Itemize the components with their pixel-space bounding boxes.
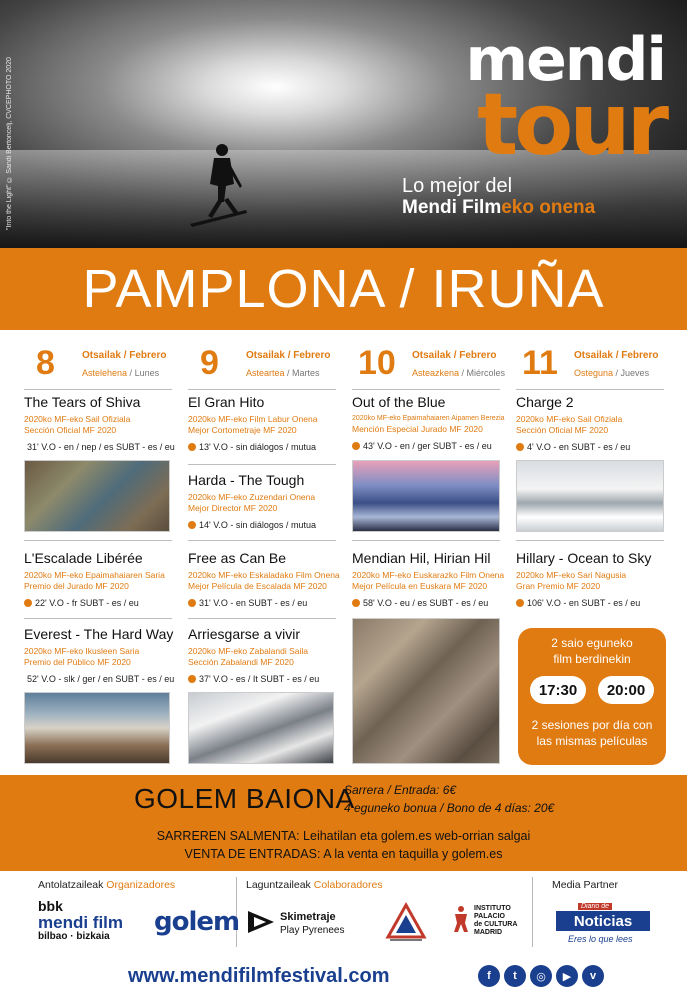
ticket-sales-es: VENTA DE ENTRADAS: A la venta en taquilla y golem.es bbox=[184, 847, 503, 861]
film-meta: 4' V.O - en SUBT - es / eu bbox=[516, 442, 666, 452]
tagline-white: Mendi Film bbox=[402, 197, 502, 218]
divider bbox=[188, 464, 336, 465]
photo-credit: "Into the Light" © Sandi Bertoncelj, CVCEPHOTO 2020 bbox=[6, 57, 13, 230]
film-award-es: Mejor Película en Euskara MF 2020 bbox=[352, 581, 488, 591]
film-award-es: Gran Premio MF 2020 bbox=[516, 581, 601, 591]
divider bbox=[516, 540, 664, 541]
film-award-es: Mejor Director MF 2020 bbox=[188, 503, 278, 513]
ticket-price: Sarrera / Entrada: 6€ bbox=[344, 783, 457, 797]
film-award-es: Sección Oficial MF 2020 bbox=[516, 425, 609, 435]
city-band bbox=[0, 248, 687, 330]
divider bbox=[24, 389, 172, 390]
youtube-icon[interactable]: ▶ bbox=[556, 965, 578, 987]
organizers-heading: Antolatzaileak Organizadores bbox=[38, 879, 176, 891]
clock-icon bbox=[188, 443, 196, 451]
film-card[interactable] bbox=[516, 394, 666, 452]
film-card[interactable] bbox=[24, 394, 174, 452]
day-header-4 bbox=[522, 340, 672, 384]
film-photo-climbers bbox=[352, 618, 500, 764]
film-award-es: Sección Oficial MF 2020 bbox=[24, 425, 117, 435]
vimeo-icon[interactable]: v bbox=[582, 965, 604, 987]
facebook-icon[interactable]: f bbox=[478, 965, 500, 987]
film-award-eu: 2020ko MF-eko Epaimahaiaren Saria bbox=[24, 570, 165, 580]
film-card[interactable] bbox=[188, 394, 338, 452]
film-award-eu: 2020ko MF-eko Sail Ofiziala bbox=[24, 414, 131, 424]
day-weekday: Astelehena / Lunes bbox=[82, 368, 160, 378]
sessions-line-2: film berdinekin bbox=[553, 652, 631, 666]
day-number: 10 bbox=[358, 344, 396, 382]
day-header-3 bbox=[358, 340, 508, 384]
film-award-es: Mención Especial Jurado MF 2020 bbox=[352, 424, 483, 434]
skier-silhouette bbox=[180, 140, 270, 230]
divider bbox=[532, 877, 533, 947]
play-icon bbox=[246, 907, 276, 937]
film-photo-everest bbox=[24, 692, 170, 764]
clock-icon bbox=[188, 599, 196, 607]
film-award-eu: 2020ko MF-eko Zuzendari Onena bbox=[188, 492, 316, 502]
divider bbox=[188, 540, 336, 541]
clock-icon bbox=[188, 675, 196, 683]
day-header-2 bbox=[200, 340, 340, 384]
federation-emblem-icon[interactable] bbox=[384, 901, 428, 945]
film-card[interactable] bbox=[188, 550, 338, 608]
film-photo-snowy-forest bbox=[516, 460, 664, 532]
clock-icon bbox=[352, 599, 360, 607]
collaborators-heading: Laguntzaileak Colaboradores bbox=[246, 879, 383, 891]
film-award-es: Sección Zabalandi MF 2020 bbox=[188, 657, 294, 667]
film-award-eu: 2020ko MF-eko Euskarazko Film Onena bbox=[352, 570, 505, 580]
film-meta: 14' V.O - sin diálogos / mutua bbox=[188, 520, 338, 530]
figure-icon bbox=[452, 905, 470, 933]
film-title: Arriesgarse a vivir bbox=[188, 626, 301, 642]
divider bbox=[352, 389, 500, 390]
film-title: Hillary - Ocean to Sky bbox=[516, 550, 652, 566]
instagram-icon[interactable]: ◎ bbox=[530, 965, 552, 987]
film-award-eu: 2020ko MF-eko Eskaladako Film Onena bbox=[188, 570, 340, 580]
venue-name: GOLEM BAIONA bbox=[134, 783, 355, 814]
footer bbox=[0, 955, 687, 1000]
film-meta: 58' V.O - eu / es SUBT - es / eu bbox=[352, 598, 502, 608]
film-award-es: Mejor Cortometraje MF 2020 bbox=[188, 425, 297, 435]
tagline-orange: eko onena bbox=[501, 197, 596, 218]
clock-icon bbox=[516, 443, 524, 451]
sessions-line-4: las mismas películas bbox=[536, 734, 648, 748]
city-title: PAMPLONA / IRUÑA bbox=[82, 259, 605, 319]
schedule bbox=[0, 330, 687, 775]
bbk-mendi-film-logo[interactable]: bbk mendi film bilbao · bizkaia bbox=[38, 898, 124, 942]
film-meta: 31' V.O - en SUBT - es / eu bbox=[188, 598, 338, 608]
film-title: El Gran Hito bbox=[188, 394, 265, 410]
film-title: Free as Can Be bbox=[188, 550, 287, 566]
day-header-1 bbox=[36, 340, 176, 384]
day-number: 8 bbox=[36, 344, 55, 382]
film-meta: 106' V.O - en SUBT - es / eu bbox=[516, 598, 666, 608]
day-number: 9 bbox=[200, 344, 219, 382]
film-title: Everest - The Hard Way bbox=[24, 626, 174, 642]
twitter-icon[interactable]: t bbox=[504, 965, 526, 987]
divider bbox=[24, 540, 172, 541]
media-partner-heading: Media Partner bbox=[552, 879, 618, 891]
tagline-line2 bbox=[402, 197, 595, 219]
film-award-eu: 2020ko MF-eko Ikusleen Saria bbox=[24, 646, 140, 656]
film-meta: 52' V.O - slk / ger / en SUBT - es / eu bbox=[27, 674, 175, 684]
clock-icon bbox=[352, 442, 360, 450]
day-month: Otsailak / Febrero bbox=[246, 350, 331, 361]
clock-icon bbox=[516, 599, 524, 607]
film-title: L'Escalade Libérée bbox=[24, 550, 143, 566]
session-time-2: 20:00 bbox=[598, 676, 654, 704]
ticket-sales-eu: SARREREN SALMENTA: Leihatilan eta golem.es web-orrian salgai bbox=[156, 829, 531, 843]
film-award-es: Mejor Película de Escalada MF 2020 bbox=[188, 581, 327, 591]
venue-band bbox=[0, 775, 687, 871]
film-card[interactable] bbox=[352, 550, 505, 608]
film-meta: 37' V.O - es / It SUBT - es / eu bbox=[188, 674, 338, 684]
divider bbox=[188, 389, 336, 390]
divider bbox=[188, 618, 336, 619]
film-award-es: Premio del Público MF 2020 bbox=[24, 657, 131, 667]
sessions-line-3: 2 sesiones por día con bbox=[531, 718, 653, 732]
film-photo-snowy-mountain bbox=[188, 692, 334, 764]
film-title: The Tears of Shiva bbox=[24, 394, 141, 410]
film-award-eu: 2020ko MF-eko Zabalandi Saila bbox=[188, 646, 309, 656]
film-card[interactable] bbox=[516, 550, 666, 608]
film-title: Charge 2 bbox=[516, 394, 574, 410]
divider bbox=[24, 618, 172, 619]
clock-icon bbox=[188, 521, 196, 529]
film-card[interactable] bbox=[188, 472, 338, 530]
film-meta: 43' V.O - en / ger SUBT - es / eu bbox=[352, 441, 502, 451]
film-title: Out of the Blue bbox=[352, 394, 446, 410]
film-photo-ridge-sunset bbox=[352, 460, 500, 532]
film-award-eu: 2020ko MF-eko Sari Nagusia bbox=[516, 570, 627, 580]
film-title: Mendian Hil, Hirian Hil bbox=[352, 550, 491, 566]
film-card[interactable] bbox=[24, 626, 174, 684]
film-award-es: Premio del Jurado MF 2020 bbox=[24, 581, 129, 591]
website-link[interactable]: www.mendifilmfestival.com bbox=[128, 965, 390, 987]
day-weekday: Asteazkena / Miércoles bbox=[412, 368, 506, 378]
film-meta: 22' V.O - fr SUBT - es / eu bbox=[24, 598, 174, 608]
film-award-eu: 2020ko MF-eko Sail Ofiziala bbox=[516, 414, 623, 424]
film-photo-river-gorge bbox=[24, 460, 170, 532]
film-card[interactable] bbox=[188, 626, 338, 684]
tagline-line1: Lo mejor del bbox=[402, 175, 513, 197]
day-month: Otsailak / Febrero bbox=[412, 350, 497, 361]
film-title: Harda - The Tough bbox=[188, 472, 305, 488]
hero-banner bbox=[0, 0, 687, 248]
day-month: Otsailak / Febrero bbox=[574, 350, 659, 361]
divider bbox=[352, 540, 500, 541]
divider bbox=[516, 389, 664, 390]
film-award-eu: 2020ko MF-eko Film Labur Onena bbox=[188, 414, 318, 424]
pass-price: 4 eguneko bonua / Bono de 4 días: 20€ bbox=[344, 801, 555, 815]
session-time-1: 17:30 bbox=[530, 676, 586, 704]
day-weekday: Asteartea / Martes bbox=[246, 368, 320, 378]
day-month: Otsailak / Febrero bbox=[82, 350, 167, 361]
sponsors: Antolatzaileak Organizadores Laguntzaileak Colaboradores Media Partner bbk mendi film bilbao · bizkaia golem Skimetraje Play Pyrenees INSTITUTO PALACIO de CULTURA MADRID Diario de Noticias Eres lo que lees bbox=[0, 871, 687, 955]
day-number: 11 bbox=[522, 344, 558, 382]
clock-icon bbox=[24, 599, 32, 607]
day-weekday: Osteguna / Jueves bbox=[574, 368, 650, 378]
film-meta: 13' V.O - sin diálogos / mutua bbox=[188, 442, 338, 452]
film-card[interactable] bbox=[24, 550, 174, 608]
film-meta: 31' V.O - en / nep / es SUBT - es / eu bbox=[27, 442, 175, 452]
sessions-line-1: 2 saio eguneko bbox=[551, 636, 633, 650]
golem-logo[interactable]: golem bbox=[154, 907, 240, 937]
film-card[interactable] bbox=[352, 394, 505, 451]
sessions-box bbox=[518, 628, 666, 765]
logo-tour: tour bbox=[477, 75, 665, 175]
film-award-eu: 2020ko MF-eko Epaimahaiaren Aipamen Berezia bbox=[352, 415, 505, 422]
logo-mendi: mendi bbox=[465, 25, 665, 95]
